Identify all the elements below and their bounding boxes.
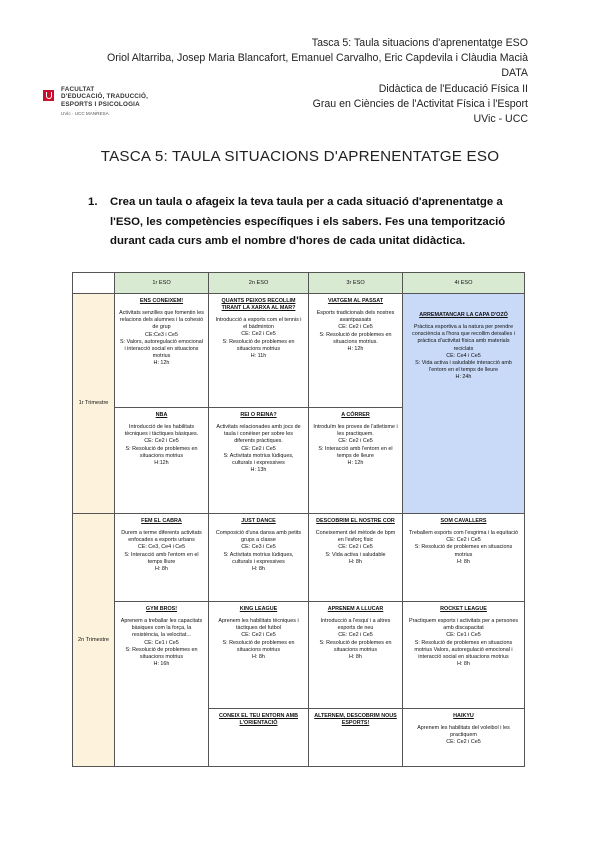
situation-cell [403,294,525,514]
table-row [73,602,525,709]
situation-sabers: S: Activitats motrius lúdiques, culturals i expressives [223,452,294,467]
situation-hours: H: 8h [252,654,265,661]
situation-sabers: S: Interacció amb l'entorn en el temps lliure [124,551,199,565]
header-degree: Grau en Ciències de l'Activitat Física i l'Esport [312,97,528,110]
situation-sabers: S: Resolució de problemes en situacions motrius Valors, autoregulació emocional i interacció social en situacions motrius [414,639,513,661]
situation-title: APRENEM A LLUCAR [327,606,384,612]
situation-desc: Introduïm les proves de l'atletisme i les practiquem. [313,424,398,438]
situation-hours: H: 16h [153,661,170,668]
situation-cell [403,514,525,602]
situation-ce: CE: Ce2 i Ce5 [338,324,373,331]
logo-line-2: D'EDUCACIÓ, TRADUCCIÓ, [61,93,149,101]
situation-sabers: S: Resolució de problemes en situacions motrius [319,639,392,653]
situation-title: A CÓRRER [341,412,370,418]
situation-title: ENS CONEIXEM! [139,298,184,304]
situation-title: JUST DANCE [241,518,276,524]
faculty-logo [43,86,173,122]
column-header: 1r ESO [115,273,209,294]
header-university: UVic - UCC [473,113,528,126]
situation-desc: Aprenem les habilitats tècniques i tàctiques del futbol [218,618,299,632]
instruction-number: 1. [88,196,98,208]
column-header: 4t ESO [403,273,525,294]
situation-desc: Activitats relacionades amb jocs de taula i conèixer per sobre les diferents pràctiques. [216,424,301,445]
situation-hours: H: 12h [347,346,364,353]
logo-line-1: FACULTAT [61,86,95,93]
situation-cell [403,602,525,709]
situation-title: NBA [155,412,168,418]
situation-desc: Introducció a esports com el tennis i el bàdminton [215,317,302,331]
situation-title: VIATGEM AL PASSAT [327,298,384,304]
situation-cell [309,408,403,514]
situation-desc: Coneixement del mètode de bpm en l'esforç físic [315,530,396,544]
situation-title: KING LEAGUE [239,606,278,612]
situation-title: ALTERNEM, DESCOBRIM NOUS ESPORTS! [314,713,397,726]
situation-title: REI O REINA? [240,412,277,418]
situation-ce: CE: Ce2 i Ce5 [241,445,276,452]
situation-cell [209,709,309,767]
situation-cell [209,514,309,602]
situation-sabers: S: Vida activa i saludable interacció amb l'entorn en el temps de lleure [415,360,512,374]
situation-hours: H: 8h [349,654,362,661]
situation-title: ROCKET LEAGUE [440,606,487,612]
situation-sabers: S: Resolució de problemes en situacions motrius [125,646,198,661]
situation-cell [403,709,525,767]
situation-title: SOM CAVALLERS [440,518,487,524]
situation-hours: H: 11h [250,353,267,360]
situation-desc: Composició d'una dansa amb petits grups a classe [215,530,302,544]
situation-ce: CE: Ce4 i Ce5 [446,352,481,359]
situation-desc: Pràctica esportiva a la natura per prendre consciència a l'hora que recollim deixalles i pràctica d'activitat física amb materials reciclats [412,324,515,352]
situation-cell [309,294,403,408]
logo-subtitle: UVic · UCC MANRESA [61,111,109,116]
situation-cell [115,294,209,408]
situation-cell [209,602,309,709]
situation-cell [309,709,403,767]
uvic-logo-icon [43,90,54,101]
situation-desc: Aprenem a treballar les capacitats bàsiques com la força, la resistència, la velocitat... [120,618,203,639]
trimester-label: 1r Trimestre [73,294,115,514]
situation-ce: CE: Ce2 i Ce5 [144,438,179,445]
situation-sabers: S: Resolució de problemes en situacions motrius [222,639,295,653]
situation-hours: H: 8h [349,558,362,565]
logo-line-3: ESPORTS I PSICOLOGIA [61,100,140,108]
situation-desc: Practiquem esports i activitats per a persones amb discapacitat [408,618,519,632]
corner-cell [73,273,115,294]
table-row [73,514,525,602]
situation-hours: H: 8h [457,661,470,668]
situation-ce: CE: Ce2 i Ce5 [241,331,276,338]
situation-ce: CE: Ce3 i Ce5 [241,544,276,551]
situation-ce: CE: Ce1 i Ce5 [446,632,481,639]
situation-cell [309,602,403,709]
situation-sabers: S: Resolució de problemes en situacions motrius [414,544,513,558]
situation-desc: Treballem esports com l'esgrima i la equitació [409,530,518,536]
situation-sabers: S: Resolució de problemes en situacions motrius. [319,331,392,345]
situation-ce: CE: Ce2 i Ce5 [241,632,276,639]
situation-ce: CE: Ce3, Ce4 i Ce5 [137,544,186,551]
header-subject: Didàctica de l'Educació Física II [378,82,528,95]
situation-sabers: S: Activitats motrius lúdiques, culturals i expressives [223,551,294,565]
situation-sabers: S: Vida activa i saludable [325,551,386,558]
situation-desc: Introducció a l'esquí i a altres esports de neu [320,618,391,632]
situation-hours: H: 12h [347,460,364,467]
situation-cell [209,408,309,514]
situation-cell [115,514,209,602]
situation-sabers: S: Resolució de problemes en situacions motrius [222,338,295,352]
situation-hours: H: 8h [155,566,168,573]
situation-title: ARREMATANCAR LA CAPA D'OZÓ [419,312,508,318]
situation-ce: CE: Ce2 i Ce5 [338,438,373,445]
learning-situations-table [72,272,525,767]
situation-sabers: S: Valors, autoregulació emocional i interacció social en situacions motrius [120,338,203,360]
situation-ce: CE: Ce2 i Ce5 [338,632,373,639]
instruction-text: Crea un taula o afageix la teva taula per a cada situació d'aprenentatge a l'ESO, les competències específiques i els sabers. Fes una temporització durant cada curs amb el nombre d'hores de cada unitat didàctica. [110,196,506,248]
situation-desc: Esports tradicionals dels nostres avantpassats [316,310,395,324]
situation-hours: H:12h [154,460,169,467]
table-row [73,294,525,408]
situation-hours: H: 8h [252,566,265,573]
situation-desc: Durem a terme diferents activitats enfocades a esports urbans [121,530,202,544]
situation-ce: CE: Ce1 i Ce5 [144,639,179,646]
situation-cell [309,514,403,602]
column-header: 2n ESO [209,273,309,294]
situation-desc: Introducció de les habilitats tècniques i tàctiques bàsiques. [124,424,199,438]
instruction [88,193,538,252]
situation-ce: CE:Ce3 i Ce5 [145,331,178,338]
situation-cell [115,602,209,767]
header-authors: Oriol Altarriba, Josep Maria Blancafort, Emanuel Carvalho, Eric Capdevila i Clàudia Macià [107,52,528,65]
situation-hours: H: 8h [457,558,470,565]
situation-title: QUANTS PEIXOS RECOLLIM TIRANT LA XARXA AL MAR? [221,298,296,311]
situation-title: FEM EL CABRA [141,518,182,524]
situation-desc: Aprenem les habilitats del voleibol i les practiquem [417,725,510,739]
situation-cell [209,294,309,408]
table-header-row [73,273,525,294]
header-date: DATA [501,67,528,80]
logo-text [61,86,148,108]
situation-hours: H: 24h [455,374,472,381]
situation-ce: CE: Ce2 i Ce5 [338,544,373,551]
situation-sabers: S: Interacció amb l'entorn en el temps de lleure [318,445,393,459]
situation-ce: CE: Ce2 i Ce5 [446,739,481,746]
trimester-label: 2n Trimestre [73,514,115,767]
situation-sabers: S: Resolució de problemes en situacions motrius [125,445,198,459]
situation-desc: Activitats senzilles que fomentin les relacions dels alumnes i la cohesió de grup [119,310,204,331]
header-task-title: Tasca 5: Taula situacions d'aprenentatge ESO [311,37,528,49]
situation-ce: CE: Ce2 i Ce5 [446,537,481,544]
situation-title: GYM BROS! [145,606,178,612]
situation-title: HAIKYU [453,713,474,719]
column-header: 3r ESO [309,273,403,294]
situation-hours: H: 12h [153,360,170,367]
situation-title: CONEIX EL TEU ENTORN AMB L'ORIENTACIÓ [219,713,298,726]
situation-title: DESCOBRIM EL NOSTRE COR [316,518,395,524]
situation-cell [115,408,209,514]
document-title: TASCA 5: TAULA SITUACIONS D'APRENENTATGE ESO [100,148,500,165]
situation-hours: H: 13h [250,467,267,474]
